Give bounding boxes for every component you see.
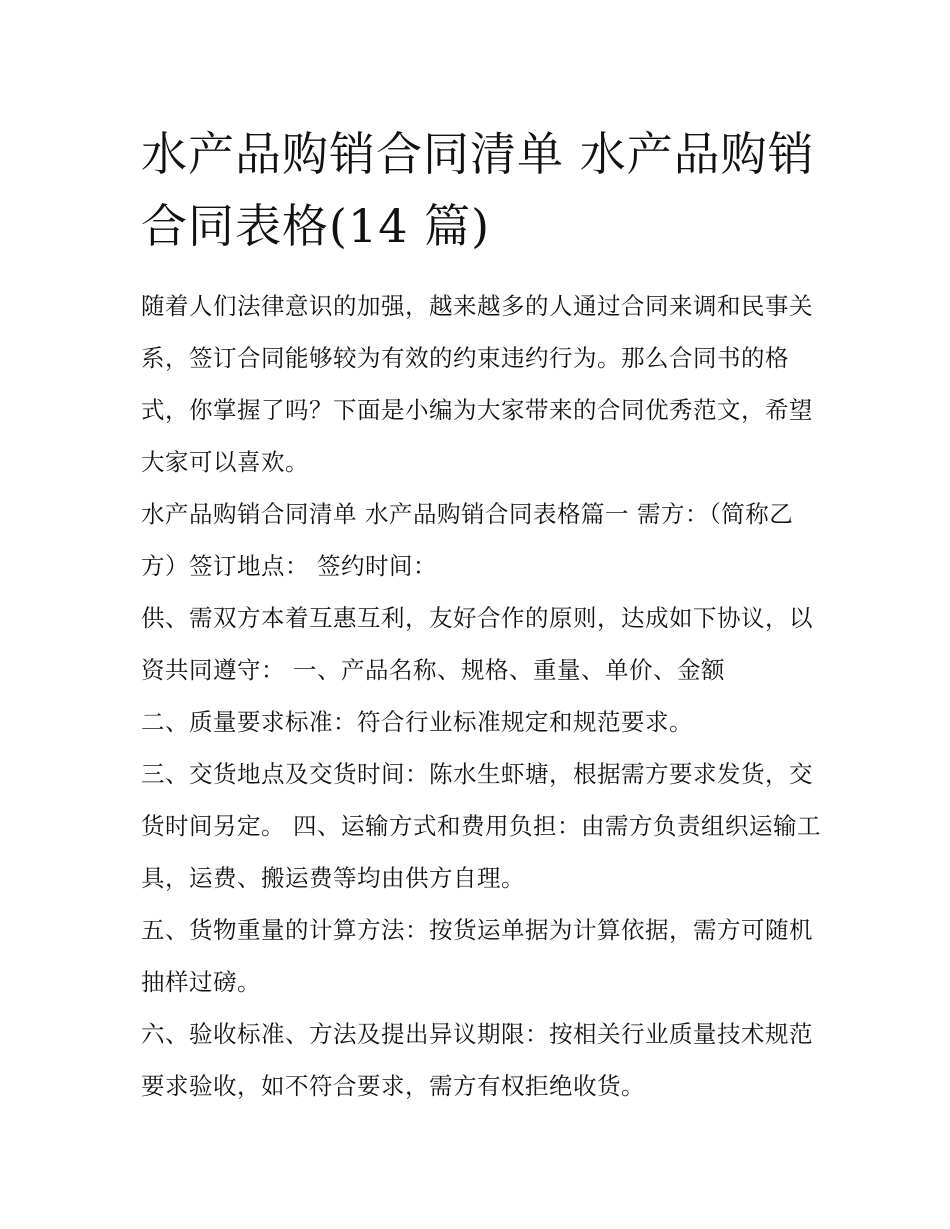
- contract-header-paragraph: 水产品购销合同清单 水产品购销合同表格篇一 需方：（简称乙方）签订地点： 签约时间：: [141, 500, 794, 580]
- clause-delivery-paragraph: 三、交货地点及交货时间：陈水生虾塘，根据需方要求发货，交货时间另定。 四、运输方式和费用负担：由需方负责组织运输工具，运费、搬运费等均由供方自理。: [141, 760, 821, 892]
- document-page: [141, 118, 821, 1112]
- agreement-paragraph: 供、需双方本着互惠互利，友好合作的原则，达成如下协议，以资共同遵守： 一、产品名称、规格、重量、单价、金额: [141, 604, 813, 684]
- intro-paragraph: 随着人们法律意识的加强，越来越多的人通过合同来调和民事关系，签订合同能够较为有效的约束违约行为。那么合同书的格式，你掌握了吗？下面是小编为大家带来的合同优秀范文，希望大家可以喜欢。: [141, 292, 813, 476]
- document-title: 水产品购销合同清单 水产品购销合同表格(14 篇): [141, 127, 815, 253]
- clause-quality-paragraph: 二、质量要求标准：符合行业标准规定和规范要求。: [141, 708, 693, 736]
- clause-inspection-paragraph: 六、验收标准、方法及提出异议期限：按相关行业质量技术规范要求验收，如不符合要求，需方有权拒绝收货。: [141, 1020, 813, 1100]
- clause-weight-paragraph: 五、货物重量的计算方法：按货运单据为计算依据，需方可随机抽样过磅。: [141, 916, 813, 996]
